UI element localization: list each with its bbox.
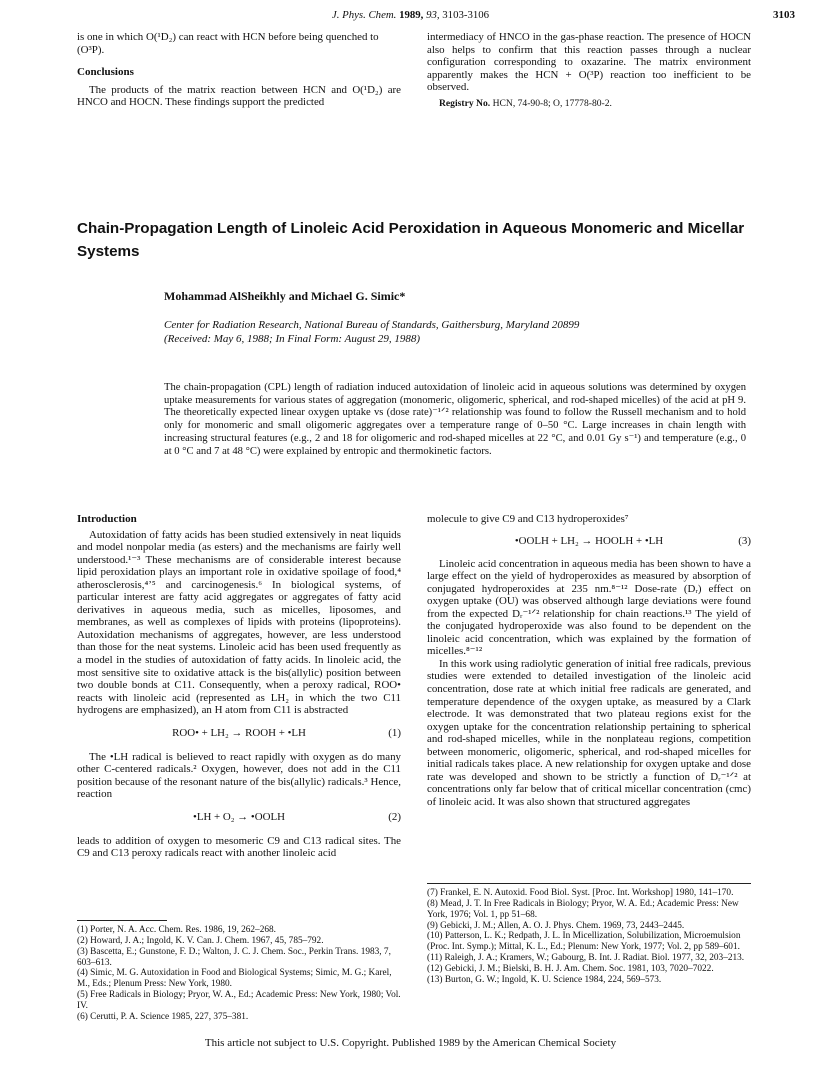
received-dates: (Received: May 6, 1988; In Final Form: August 29, 1988) bbox=[164, 332, 421, 345]
copyright-footer: This article not subject to U.S. Copyright. Published 1989 by the American Chemical Society bbox=[204, 1037, 617, 1049]
right-para-2: Linoleic acid concentration in aqueous media has been shown to have a large effect on the yield of hydroperoxides as measured by absorption of conjugated hydroperoxides at 235 nm.⁸⁻¹² Dose-rate (Dᵣ) effect on oxygen uptake (OU) was observed although large deviations were found from the expected Dᵣ⁻¹ᐟ² relationship for chain reactions.¹³ The yield of the conjugated hydroperoxide was also found to be dependent on the linoleic acid concentration, which was explained by the formation of micelles.⁸⁻¹² bbox=[427, 557, 751, 658]
footnote: (3) Bascetta, E.; Gunstone, F. D.; Walton, J. C. J. Chem. Soc., Perkin Trans. 1983, 7, 603–613. bbox=[77, 946, 391, 968]
footnote-rule bbox=[427, 883, 751, 884]
footnote: (7) Frankel, E. N. Autoxid. Food Biol. Syst. [Proc. Int. Workshop] 1980, 141–170. bbox=[427, 887, 734, 898]
right-para-3: In this work using radiolytic generation of initial free radicals, previous studies were extended to detailed investigation of the linoleic acid concentration, dose rate at which initial free radicals are generated, and temperature dependence of the oxygen uptake, as measured by a Clark electrode. It was demonstrated that two plateau regions exist for the oxygen uptake for the concentration relationship pertaining to spherical and rod-shaped micelles, while in the nonplateau regions, competition between monomeric, oligomeric, spherical, and rod-shaped micelles for initial radicals takes place. A new relationship for oxygen uptake and dose rate was developed and shown to be strictly a function of Dᵣ⁻¹ᐟ² at concentrations only far below that of critical micellar concentration (cmc) of linoleic acid. It was also shown that structured aggregates bbox=[427, 657, 751, 808]
equation-3 bbox=[427, 535, 751, 549]
footnote: (11) Raleigh, J. A.; Kramers, W.; Gabourg, B. Int. J. Radiat. Biol. 1977, 32, 203–213. bbox=[427, 953, 745, 964]
right-footnotes bbox=[427, 883, 751, 986]
affiliation-text: Center for Radiation Research, National Bureau of Standards, Gaithersburg, Maryland 20899 bbox=[164, 319, 580, 331]
right-column bbox=[427, 513, 751, 808]
conclusions-heading: Conclusions bbox=[77, 66, 134, 79]
introduction-heading: Introduction bbox=[77, 513, 137, 525]
footnote: (1) Porter, N. A. Acc. Chem. Res. 1986, 19, 262–268. bbox=[77, 924, 276, 935]
left-column bbox=[77, 513, 401, 860]
conclusions-text: The products of the matrix reaction between HCN and O(¹D₂) are HNCO and HOCN. These findings support the predicted bbox=[77, 83, 401, 109]
introduction-para-3: leads to addition of oxygen to mesomeric C9 and C13 radical sites. The C9 and C13 peroxy radicals react with another linoleic acid bbox=[77, 834, 401, 860]
equation-2-number: (2) bbox=[388, 810, 401, 823]
journal-name: J. Phys. Chem. bbox=[331, 9, 397, 21]
article-title: Chain-Propagation Length of Linoleic Acid Peroxidation in Aqueous Monomeric and Micellar Systems bbox=[77, 220, 745, 260]
previous-article-right bbox=[427, 31, 751, 110]
registry-label: Registry No. bbox=[439, 97, 491, 109]
previous-article-text: is one in which O(¹D₂) can react with HCN before being quenched to (O³P). bbox=[77, 31, 379, 56]
article-abstract: The chain-propagation (CPL) length of radiation induced autoxidation of linoleic acid in aqueous solutions was determined by oxygen uptake measurements for various states of aggregation (monomeric, oligomeric, spherical, and rod-shaped micelles) of the acid at pH 9. The theoretically expected linear oxygen uptake vs (dose rate)⁻¹ᐟ² relationship was found to follow the Russell mechanism and to hold only for monomeric and small oligomeric aggregates over a temperature range of 0–50 °C. Large increases in chain length with increasing structural features (e.g., 2 and 18 for oligomeric and rod-shaped micelles at 22 °C, and 0.01 Gy s⁻¹) and temperature (e.g., 0 at 0 °C and 7 at 48 °C) were explained by entropic and thermokinetic factors. bbox=[164, 382, 746, 457]
equation-1-number: (1) bbox=[388, 726, 401, 739]
footnote: (13) Burton, G. W.; Ingold, K. U. Science 1984, 224, 569–573. bbox=[427, 975, 662, 986]
previous-article-left bbox=[77, 31, 401, 109]
footnote: (9) Gebicki, J. M.; Allen, A. O. J. Phys. Chem. 1969, 73, 2443–2445. bbox=[427, 920, 685, 931]
article-affiliation bbox=[164, 319, 724, 346]
footnote: (8) Mead, J. T. In Free Radicals in Biology; Pryor, W. A. Ed.; Academic Press: New York, 1976; Vol. 1, pp 51–68. bbox=[427, 898, 739, 920]
running-header bbox=[0, 9, 821, 21]
left-footnotes bbox=[77, 920, 401, 1023]
footnote: (2) Howard, J. A.; Ingold, K. V. Can. J. Chem. 1967, 45, 785–792. bbox=[77, 935, 324, 946]
equation-1-text: ROO• + LH₂ → ROOH + •LH bbox=[172, 726, 306, 739]
footnote: (6) Cerutti, P. A. Science 1985, 227, 375–381. bbox=[77, 1012, 249, 1023]
registry-numbers bbox=[427, 98, 751, 111]
footnote: (12) Gebicki, J. M.; Bielski, B. H. J. Am. Chem. Soc. 1981, 103, 7020–7022. bbox=[427, 964, 714, 975]
journal-year: 1989, bbox=[399, 9, 424, 21]
footnote: (4) Simic, M. G. Autoxidation in Food and Biological Systems; Simic, M. G.; Karel, M., Eds.; Plenum Press: New York, 1980. bbox=[77, 968, 392, 990]
equation-3-text: •OOLH + LH₂ → HOOLH + •LH bbox=[514, 534, 664, 547]
journal-pages: 3103-3106 bbox=[442, 9, 490, 21]
introduction-para-2: The •LH radical is believed to react rapidly with oxygen as do many other C-centered radicals.² Oxygen, however, does not add in the C11 position because of the resonant nature of the bis(allylic) radicals.³ Hence, reaction bbox=[77, 750, 401, 801]
previous-article-continuation: intermediacy of HNCO in the gas-phase reaction. The presence of HOCN also helps to confirm that this reaction passes through a nuclear configuration corresponding to oxazarine. The matrix environment apparently makes the HCN + O(³P) reaction too inefficient to be observed. bbox=[427, 31, 751, 94]
article-authors: Mohammad AlSheikhly and Michael G. Simic* bbox=[164, 289, 406, 303]
equation-1 bbox=[77, 727, 401, 741]
equation-2-text: •LH + O₂ → •OOLH bbox=[193, 810, 285, 823]
right-para-1: molecule to give C9 and C13 hydroperoxides⁷ bbox=[427, 513, 629, 525]
page-number: 3103 bbox=[773, 9, 795, 21]
equation-2 bbox=[77, 811, 401, 825]
footnote: (5) Free Radicals in Biology; Pryor, W. A., Ed.; Academic Press: New York, 1980; Vol. IV. bbox=[77, 990, 401, 1012]
registry-text: HCN, 74-90-8; O, 17778-80-2. bbox=[492, 97, 612, 109]
footnote: (10) Patterson, L. K.; Redpath, J. L. In Micellization, Solubilization, Microemulsion (Proc. Int. Symp.); Mittal, K. L., Ed.; Plenum: New York, 1977; Vol. 2, pp 589–601. bbox=[427, 931, 741, 953]
equation-3-number: (3) bbox=[738, 534, 751, 547]
footnote-rule bbox=[77, 920, 167, 921]
journal-volume: 93, bbox=[426, 9, 440, 21]
introduction-para-1: Autoxidation of fatty acids has been studied extensively in neat liquids and model nonpolar media (as esters) and the mechanisms are fairly well understood.¹⁻³ These mechanisms are of considerable interest because lipid peroxidation plays an important role in oxidative spoilage of food,⁴ atherosclerosis,⁴ʼ⁵ and carcinogenesis.⁶ In biological systems, of particular interest are fatty acid aggregates or aggregates of fatty acid derivatives in aqueous media, such as micelles, liposomes, and membranes, as well as complexes of lipids with proteins (lipoproteins). Autoxidation mechanisms of aggregates, however, are less understood than those for the neat systems. Linoleic acid has been used frequently as a model in the studies of autoxidation of fatty acids. In linoleic acid, the most sensitive site to oxidative attack is the bis(allylic) position between two double bonds at C11. Consequently, when a peroxy radical, ROO• reacts with linoleic acid (represented as LH₂ in which the two C11 hydrogens are emphasized), an H atom from C11 is abstracted bbox=[77, 528, 401, 717]
